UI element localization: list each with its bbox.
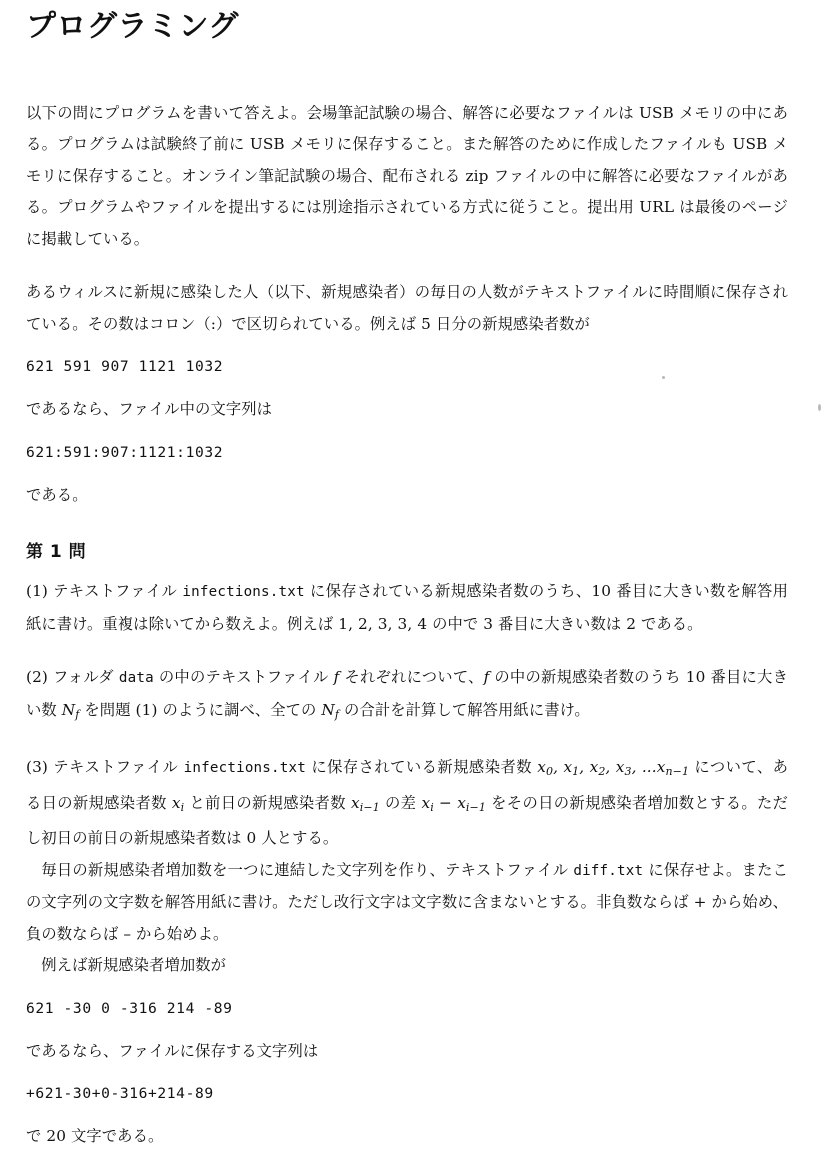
question-3-vars: $x_0$, $x_1$, $x_2$, $x_3$, $...x_{n-1}$ — [537, 758, 690, 779]
question-3-mid1: に保存されている新規感染者数 — [306, 758, 538, 777]
sample-joined: 621:591:907:1121:1032 — [26, 443, 224, 461]
question-2-var-nf-sub: f — [75, 707, 80, 721]
question-2-var-nf2-sub: f — [334, 707, 340, 721]
question-2-mid2: それぞれについて、 — [339, 668, 484, 687]
sample-numbers-caption: であるなら、ファイル中の文字列は — [26, 400, 273, 418]
question-2-mid4: を問題 (1) のように調べ、全ての — [79, 700, 322, 719]
question-3-p2-tail: に保存せよ。またこの文字列の文字数を解答用紙に書け。ただし改行文字は文字数に含まないとする。非負数ならば + から始め、負の数ならば – から始めよ。 — [26, 860, 788, 943]
heading-spacer — [26, 563, 788, 576]
question-2-var-nf: N — [61, 700, 76, 719]
question-3-example-caption: であるなら、ファイルに保存する文字列は — [26, 1041, 319, 1060]
question-1 — [26, 576, 788, 640]
question-2-var-f: f — [333, 668, 340, 687]
question-3-var-xim1: $x_{i-1}$ — [351, 793, 380, 814]
question-3-output-filename: diff.txt — [573, 862, 644, 879]
question-3-var-diff: $x_i - x_{i-1}$ — [421, 793, 486, 814]
section-heading-1: 第 1 問 — [26, 542, 87, 562]
question-3-paragraph-2 — [26, 855, 788, 951]
question-2-mid5: の合計を計算して解答用紙に書け。 — [339, 700, 590, 719]
question-3-p2-lead: 毎日の新規感染者増加数を一つに連結した文字列を作り、テキストファイル — [41, 860, 574, 879]
code-spacer — [26, 1023, 788, 1036]
question-3-example-numbers: 621 -30 0 -316 214 -89 — [26, 999, 233, 1017]
question-3-filename: infections.txt — [183, 760, 307, 777]
question-3-mid5: をその日の新規感染者増加数とする。ただし初日の前日の新規感染者数は 0 人とする。 — [26, 793, 788, 848]
question-3 — [26, 752, 788, 855]
question-2-lead: (2) フォルダ — [26, 668, 119, 687]
question-1-lead: (1) テキストファイル — [26, 582, 183, 601]
question-2-folder: data — [118, 670, 154, 687]
document-content — [26, 8, 788, 1153]
page-title: プログラミング — [26, 9, 239, 44]
question-1-rest: に保存されている新規感染者数のうち、10 番目に大きい数を解答用紙に書け。重複は除いてから数えよ。例えば 1, 2, 3, 3, 4 の中で 3 番目に大きい数は 2 である。 — [26, 582, 788, 633]
question-3-mid4: の差 — [379, 793, 422, 812]
paper-speck — [818, 404, 821, 411]
description-paragraph: あるウィルスに新規に感染した人（以下、新規感染者）の毎日の人数がテキストファイルに時間順に保存されている。その数はコロン（:）で区切られている。例えば 5 日分の新規感染者数が — [26, 283, 788, 333]
paragraph-spacer — [26, 255, 788, 277]
paragraph-spacer — [26, 730, 788, 752]
code-spacer — [26, 381, 788, 394]
intro-paragraph: 以下の問にプログラムを書いて答えよ。会場筆記試験の場合、解答に必要なファイルは USB メモリの中にある。プログラムは試験終了前に USB メモリに保存すること。また解答のために作成したファイルも USB メモリに保存すること。オンライン筆記試験の場合、配布される zip ファイルの中に解答に必要なファイルがある。プログラムやファイルを提出するには別途指示されている方式に従うこと。提出用 URL は最後のページに掲載している。 — [26, 103, 788, 248]
sample-end: である。 — [26, 485, 88, 504]
question-2-mid1: の中のテキストファイル — [153, 668, 334, 687]
question-3-var-xi: $x_i$ — [171, 793, 185, 814]
question-2-mid3: の中の新規感染者数のうち 10 番目に大きい数 — [26, 668, 788, 719]
code-spacer — [26, 467, 788, 480]
question-3-example-end: で 20 文字である。 — [26, 1127, 164, 1146]
section-spacer — [26, 511, 788, 541]
question-3-mid2: について、ある日の新規感染者数 — [26, 758, 789, 812]
code-spacer — [26, 1108, 788, 1121]
code-spacer — [26, 1067, 788, 1080]
question-3-example-result: +621-30+0-316+214-89 — [26, 1085, 214, 1103]
code-spacer — [26, 340, 788, 353]
question-3-example-lead: 例えば新規感染者増加数が — [41, 956, 227, 975]
question-3-lead: (3) テキストファイル — [26, 758, 184, 777]
code-spacer — [26, 426, 788, 439]
title-spacer — [26, 46, 788, 98]
sample-numbers: 621 591 907 1121 1032 — [26, 358, 224, 375]
code-spacer — [26, 982, 788, 995]
question-2 — [26, 662, 788, 730]
question-3-mid3: と前日の新規感染者数 — [184, 793, 352, 812]
paragraph-spacer — [26, 640, 788, 662]
question-1-filename: infections.txt — [182, 584, 305, 601]
question-2-var-nf2: N — [321, 700, 335, 719]
question-2-var-f2: f — [483, 668, 490, 687]
